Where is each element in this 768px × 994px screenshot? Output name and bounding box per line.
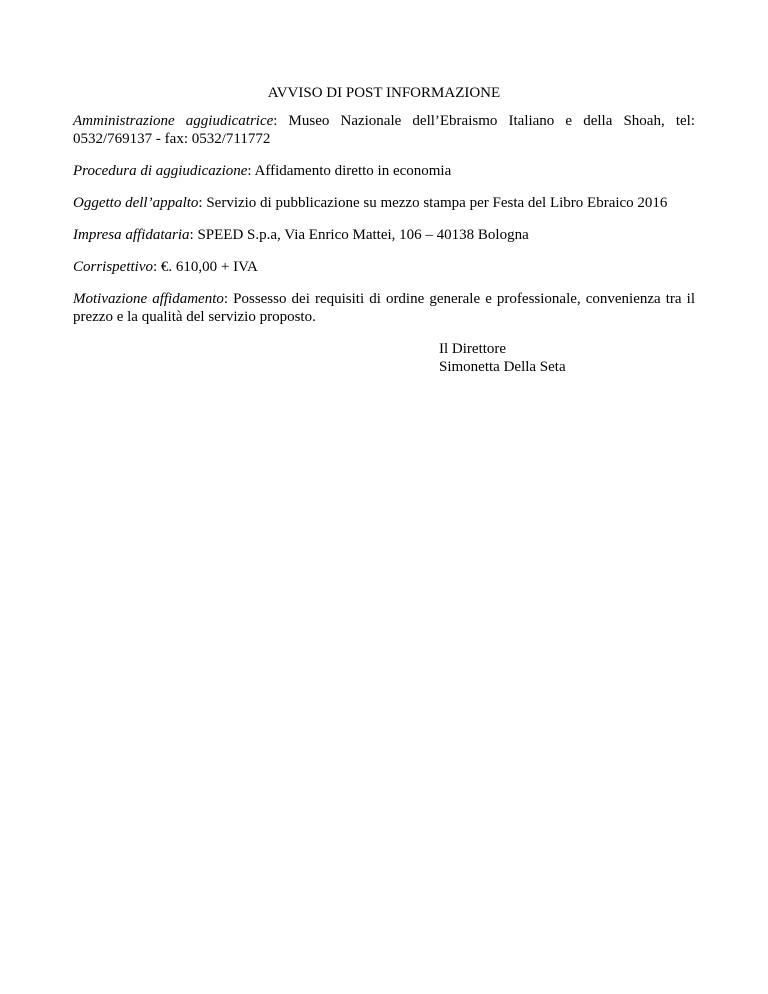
section-impresa	[73, 226, 695, 244]
section-label: Amministrazione aggiudicatrice	[73, 113, 274, 129]
section-label: Procedura di aggiudicazione	[73, 163, 248, 179]
section-text: : Affidamento diretto in economia	[247, 163, 452, 179]
section-label: Impresa affidataria	[73, 227, 190, 243]
signature-block	[439, 340, 695, 376]
section-corrispettivo	[73, 258, 695, 276]
document-title: AVVISO DI POST INFORMAZIONE	[267, 85, 501, 101]
section-text: : Servizio di pubblicazione su mezzo stampa per Festa del Libro Ebraico 2016	[198, 195, 668, 211]
section-label: Oggetto dell’appalto	[73, 195, 199, 211]
section-text: : €. 610,00 + IVA	[153, 259, 258, 275]
section-procedura	[73, 162, 695, 180]
section-motivazione	[73, 290, 695, 326]
section-label: Corrispettivo	[73, 259, 154, 275]
signature-name: Simonetta Della Seta	[439, 359, 566, 375]
section-label: Motivazione affidamento	[73, 291, 224, 307]
section-text: : Museo Nazionale dell’Ebraismo Italiano e della Shoah, tel: 0532/769137 - fax: 0532/711772	[73, 113, 695, 147]
section-oggetto	[73, 194, 695, 212]
section-amministrazione	[73, 112, 695, 148]
section-text: : SPEED S.p.a, Via Enrico Mattei, 106 – 40138 Bologna	[189, 227, 529, 243]
signature-role: Il Direttore	[439, 341, 507, 357]
section-text: : Possesso dei requisiti di ordine generale e professionale, convenienza tra il prezzo e la qualità del servizio proposto.	[73, 291, 695, 325]
document-page	[73, 84, 695, 376]
